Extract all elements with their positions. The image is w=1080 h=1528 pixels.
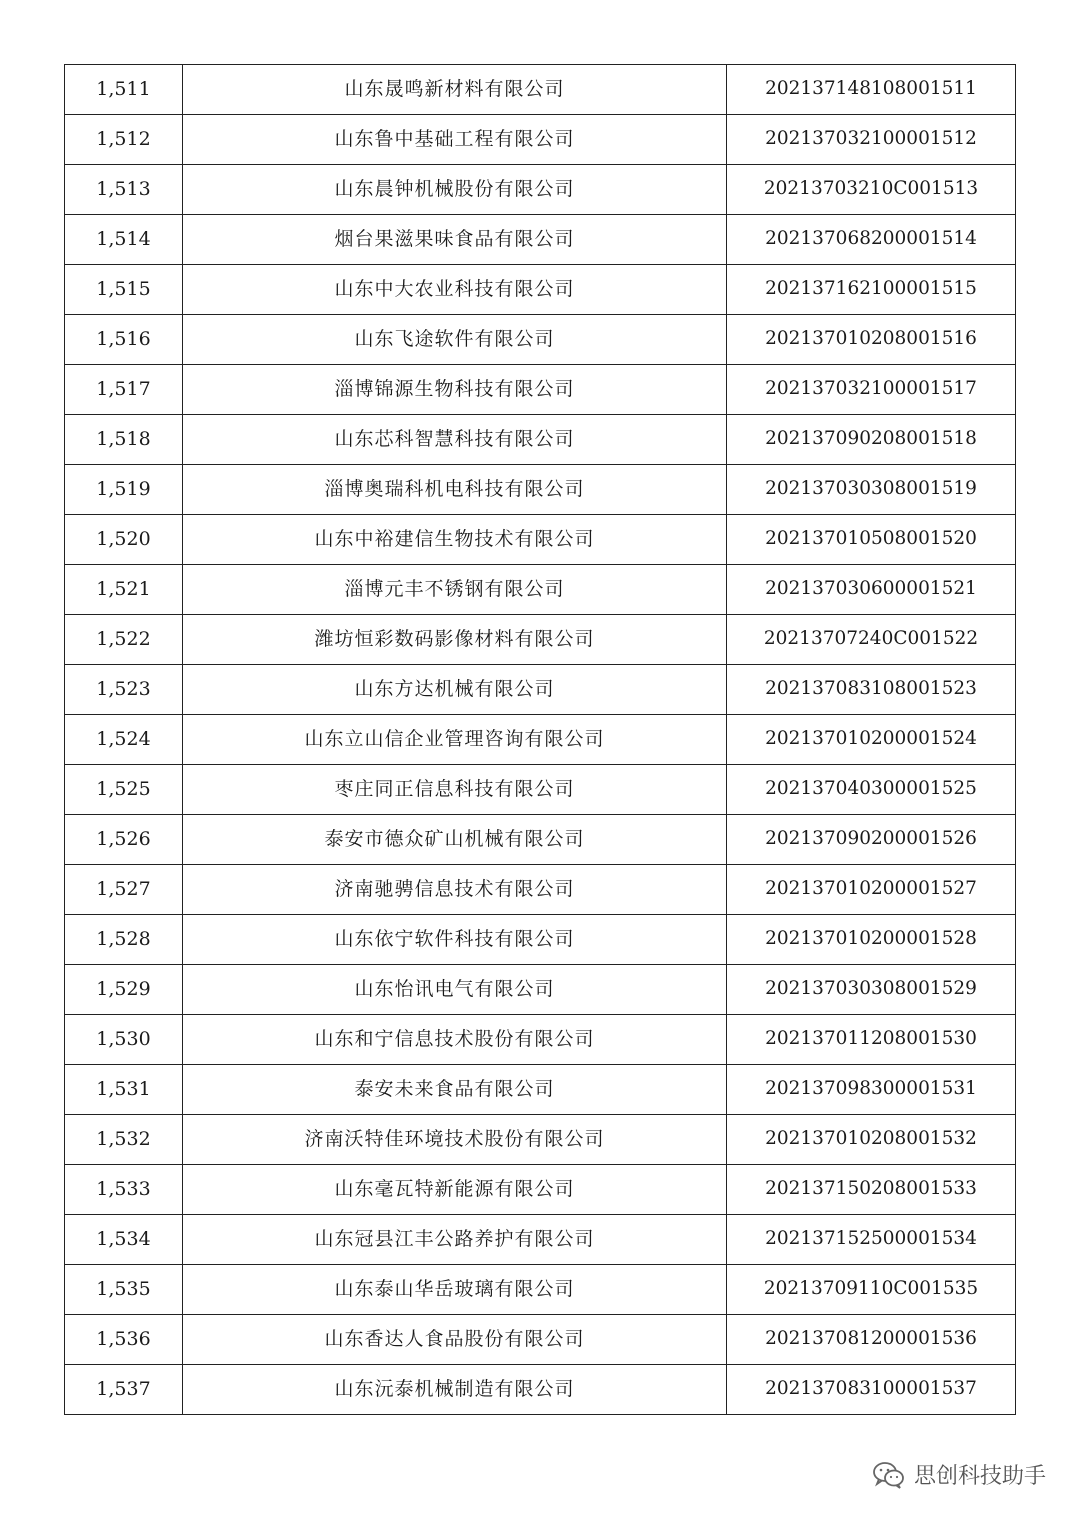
table-row <box>65 1165 1016 1215</box>
table-row <box>65 165 1016 215</box>
row-index-cell: 1,527 <box>65 865 183 915</box>
table-row <box>65 1365 1016 1415</box>
registration-code-cell: 202137098300001531 <box>727 1065 1016 1115</box>
table-row <box>65 365 1016 415</box>
table-row <box>65 565 1016 615</box>
company-name-cell: 烟台果滋果味食品有限公司 <box>183 215 727 265</box>
registration-code-cell: 202137030308001519 <box>727 465 1016 515</box>
company-name-cell: 山东方达机械有限公司 <box>183 665 727 715</box>
table-row <box>65 265 1016 315</box>
company-name-cell: 淄博锦源生物科技有限公司 <box>183 365 727 415</box>
registration-code-cell: 202137010208001516 <box>727 315 1016 365</box>
table-body <box>65 65 1016 1415</box>
company-name-cell: 山东沅泰机械制造有限公司 <box>183 1365 727 1415</box>
company-name-cell: 山东冠县江丰公路养护有限公司 <box>183 1215 727 1265</box>
company-name-cell: 枣庄同正信息科技有限公司 <box>183 765 727 815</box>
row-index-cell: 1,511 <box>65 65 183 115</box>
row-index-cell: 1,518 <box>65 415 183 465</box>
company-list-table-container <box>64 64 1016 1415</box>
row-index-cell: 1,514 <box>65 215 183 265</box>
row-index-cell: 1,522 <box>65 615 183 665</box>
row-index-cell: 1,512 <box>65 115 183 165</box>
registration-code-cell: 202137090200001526 <box>727 815 1016 865</box>
row-index-cell: 1,520 <box>65 515 183 565</box>
row-index-cell: 1,532 <box>65 1115 183 1165</box>
row-index-cell: 1,528 <box>65 915 183 965</box>
table-row <box>65 115 1016 165</box>
row-index-cell: 1,513 <box>65 165 183 215</box>
row-index-cell: 1,529 <box>65 965 183 1015</box>
company-name-cell: 山东依宁软件科技有限公司 <box>183 915 727 965</box>
registration-code-cell: 202137083108001523 <box>727 665 1016 715</box>
row-index-cell: 1,530 <box>65 1015 183 1065</box>
registration-code-cell: 202137040300001525 <box>727 765 1016 815</box>
table-row <box>65 865 1016 915</box>
table-row <box>65 1265 1016 1315</box>
registration-code-cell: 202137010508001520 <box>727 515 1016 565</box>
row-index-cell: 1,519 <box>65 465 183 515</box>
table-row <box>65 1315 1016 1365</box>
company-name-cell: 济南驰骋信息技术有限公司 <box>183 865 727 915</box>
company-name-cell: 山东和宁信息技术股份有限公司 <box>183 1015 727 1065</box>
company-name-cell: 山东晨钟机械股份有限公司 <box>183 165 727 215</box>
company-name-cell: 济南沃特佳环境技术股份有限公司 <box>183 1115 727 1165</box>
registration-code-cell: 202137010208001532 <box>727 1115 1016 1165</box>
registration-code-cell: 20213707240C001522 <box>727 615 1016 665</box>
company-name-cell: 泰安未来食品有限公司 <box>183 1065 727 1115</box>
table-row <box>65 665 1016 715</box>
company-name-cell: 山东香达人食品股份有限公司 <box>183 1315 727 1365</box>
row-index-cell: 1,524 <box>65 715 183 765</box>
company-name-cell: 山东立山信企业管理咨询有限公司 <box>183 715 727 765</box>
watermark-text: 思创科技助手 <box>913 1464 1046 1489</box>
row-index-cell: 1,521 <box>65 565 183 615</box>
company-name-cell: 山东芯科智慧科技有限公司 <box>183 415 727 465</box>
table-row <box>65 465 1016 515</box>
wechat-icon <box>872 1461 906 1489</box>
row-index-cell: 1,516 <box>65 315 183 365</box>
table-row <box>65 1015 1016 1065</box>
table-row <box>65 765 1016 815</box>
table-row <box>65 65 1016 115</box>
row-index-cell: 1,536 <box>65 1315 183 1365</box>
registration-code-cell: 20213703210C001513 <box>727 165 1016 215</box>
registration-code-cell: 202137010200001528 <box>727 915 1016 965</box>
company-name-cell: 山东毫瓦特新能源有限公司 <box>183 1165 727 1215</box>
table-row <box>65 615 1016 665</box>
registration-code-cell: 202137011208001530 <box>727 1015 1016 1065</box>
company-list-table <box>64 64 1016 1415</box>
registration-code-cell: 202137030308001529 <box>727 965 1016 1015</box>
registration-code-cell: 202137090208001518 <box>727 415 1016 465</box>
registration-code-cell: 202137152500001534 <box>727 1215 1016 1265</box>
registration-code-cell: 202137162100001515 <box>727 265 1016 315</box>
row-index-cell: 1,523 <box>65 665 183 715</box>
table-row <box>65 215 1016 265</box>
table-row <box>65 1115 1016 1165</box>
registration-code-cell: 202137068200001514 <box>727 215 1016 265</box>
company-name-cell: 淄博元丰不锈钢有限公司 <box>183 565 727 615</box>
registration-code-cell: 202137032100001512 <box>727 115 1016 165</box>
registration-code-cell: 202137032100001517 <box>727 365 1016 415</box>
row-index-cell: 1,526 <box>65 815 183 865</box>
row-index-cell: 1,537 <box>65 1365 183 1415</box>
registration-code-cell: 202137030600001521 <box>727 565 1016 615</box>
table-row <box>65 965 1016 1015</box>
table-row <box>65 315 1016 365</box>
table-row <box>65 815 1016 865</box>
company-name-cell: 山东中裕建信生物技术有限公司 <box>183 515 727 565</box>
table-row <box>65 1215 1016 1265</box>
row-index-cell: 1,525 <box>65 765 183 815</box>
row-index-cell: 1,515 <box>65 265 183 315</box>
registration-code-cell: 20213709110C001535 <box>727 1265 1016 1315</box>
company-name-cell: 山东中大农业科技有限公司 <box>183 265 727 315</box>
company-name-cell: 潍坊恒彩数码影像材料有限公司 <box>183 615 727 665</box>
company-name-cell: 淄博奥瑞科机电科技有限公司 <box>183 465 727 515</box>
company-name-cell: 山东鲁中基础工程有限公司 <box>183 115 727 165</box>
company-name-cell: 泰安市德众矿山机械有限公司 <box>183 815 727 865</box>
company-name-cell: 山东泰山华岳玻璃有限公司 <box>183 1265 727 1315</box>
table-row <box>65 1065 1016 1115</box>
table-row <box>65 415 1016 465</box>
table-row <box>65 915 1016 965</box>
watermark <box>872 1459 1046 1490</box>
company-name-cell: 山东飞途软件有限公司 <box>183 315 727 365</box>
registration-code-cell: 202137081200001536 <box>727 1315 1016 1365</box>
registration-code-cell: 202137010200001527 <box>727 865 1016 915</box>
table-row <box>65 715 1016 765</box>
company-name-cell: 山东怡讯电气有限公司 <box>183 965 727 1015</box>
row-index-cell: 1,531 <box>65 1065 183 1115</box>
row-index-cell: 1,535 <box>65 1265 183 1315</box>
registration-code-cell: 202137010200001524 <box>727 715 1016 765</box>
row-index-cell: 1,534 <box>65 1215 183 1265</box>
table-row <box>65 515 1016 565</box>
row-index-cell: 1,517 <box>65 365 183 415</box>
registration-code-cell: 202137150208001533 <box>727 1165 1016 1215</box>
registration-code-cell: 202137083100001537 <box>727 1365 1016 1415</box>
company-name-cell: 山东晟鸣新材料有限公司 <box>183 65 727 115</box>
registration-code-cell: 202137148108001511 <box>727 65 1016 115</box>
row-index-cell: 1,533 <box>65 1165 183 1215</box>
